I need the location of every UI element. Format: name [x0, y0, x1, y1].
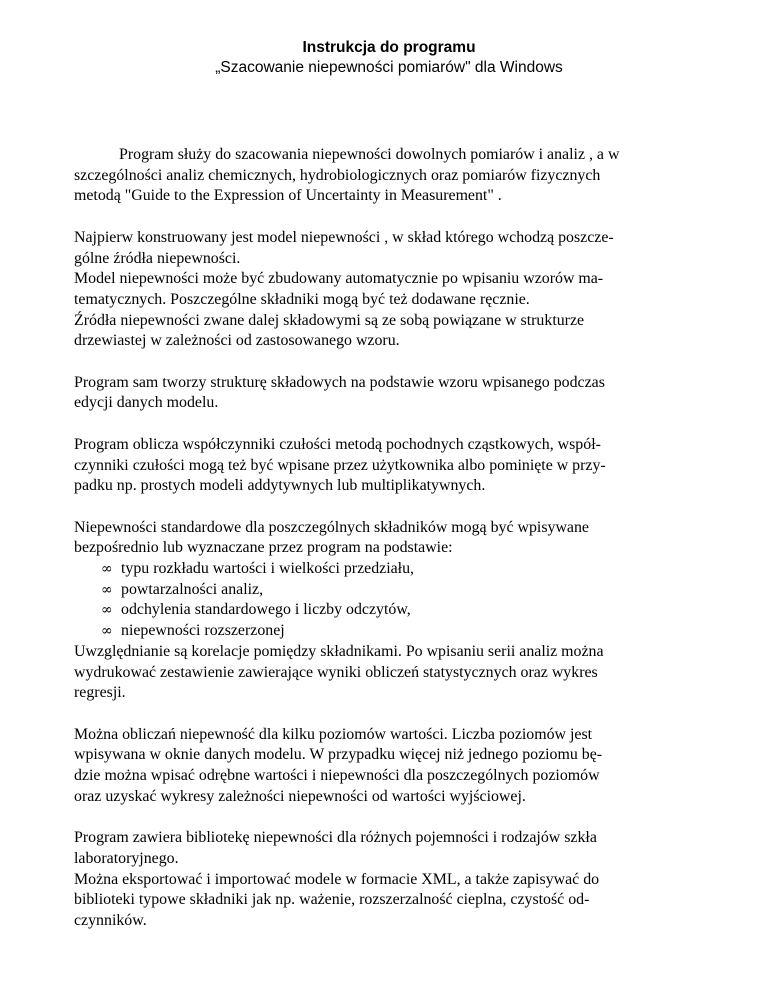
paragraph-levels: [74, 725, 714, 808]
paragraph-line: Można eksportować i importować modele w formacie XML, a także zapisywać do: [74, 870, 600, 888]
paragraph-line: wpisywana w oknie danych modelu. W przypadku więcej niż jednego poziomu bę-: [74, 746, 603, 764]
paragraph-line: szczególności analiz chemicznych, hydrobiologicznych oraz pomiarów fizycznych: [74, 166, 601, 184]
list-item-text: niepewności rozszerzonej: [121, 622, 285, 640]
paragraph-standard-uncertainty: [74, 518, 714, 704]
paragraph-line: gólne źródła niepewności.: [74, 249, 241, 267]
list-item: [74, 600, 714, 621]
paragraph-structure: [74, 373, 714, 414]
paragraph-intro: [74, 145, 714, 207]
paragraph-line: Program oblicza współczynniki czułości metodą pochodnych cząstkowych, współ-: [74, 435, 601, 453]
list-item: [74, 559, 714, 580]
paragraph-line: tematycznych. Poszczególne składniki mogą być też dodawane ręcznie.: [74, 290, 530, 308]
paragraph-line: Najpierw konstruowany jest model niepewności , w skład którego wchodzą poszcze-: [74, 228, 614, 246]
infinity-bullet-icon: ∞: [101, 561, 113, 577]
paragraph-line: Uwzględnianie są korelacje pomiędzy składnikami. Po wpisaniu serii analiz można: [74, 642, 604, 660]
paragraph-library: [74, 828, 714, 932]
paragraph-line: Program służy do szacowania niepewności dowolnych pomiarów i analiz , a w: [119, 146, 620, 163]
list-item-text: powtarzalności analiz,: [121, 580, 264, 598]
paragraph-line: Program sam tworzy strukturę składowych na podstawie wzoru wpisanego podczas: [74, 373, 605, 391]
document-title: Instrukcja do programu: [302, 39, 476, 56]
bullet-list: [74, 559, 714, 642]
paragraph-line: czynniki czułości mogą też być wpisane przez użytkownika albo pominięte w przy-: [74, 456, 606, 474]
list-item-text: odchylenia standardowego i liczby odczytów,: [121, 601, 411, 619]
document-header: [0, 38, 768, 78]
paragraph-line: drzewiastej w zależności od zastosowanego wzoru.: [74, 332, 400, 350]
document-body: [74, 145, 714, 952]
document-subtitle: „Szacowanie niepewności pomiarów" dla Windows: [215, 59, 563, 76]
paragraph-line: Źródła niepewności zwane dalej składowymi są ze sobą powiązane w strukturze: [74, 311, 585, 329]
paragraph-line: Można obliczań niepewność dla kilku poziomów wartości. Liczba poziomów jest: [74, 725, 593, 743]
paragraph-line: Model niepewności może być zbudowany automatycznie po wpisaniu wzorów ma-: [74, 270, 604, 288]
paragraph-line: oraz uzyskać wykresy zależności niepewności od wartości wyjściowej.: [74, 787, 526, 805]
paragraph-line: czynników.: [74, 911, 147, 929]
paragraph-line: laboratoryjnego.: [74, 849, 179, 867]
infinity-bullet-icon: ∞: [101, 623, 113, 640]
paragraph-line: bezpośrednio lub wyznaczane przez program na podstawie:: [74, 539, 453, 557]
list-item: [74, 621, 714, 642]
paragraph-line: metodą "Guide to the Expression of Uncertainty in Measurement" .: [74, 187, 502, 205]
paragraph-model: [74, 228, 714, 352]
paragraph-line: regresji.: [74, 684, 126, 702]
paragraph-sensitivity: [74, 435, 714, 497]
paragraph-line: padku np. prostych modeli addytywnych lub multiplikatywnych.: [74, 477, 486, 495]
infinity-bullet-icon: ∞: [101, 602, 113, 619]
infinity-bullet-icon: ∞: [101, 581, 113, 598]
paragraph-line: dzie można wpisać odrębne wartości i niepewności dla poszczególnych poziomów: [74, 767, 600, 785]
paragraph-line: biblioteki typowe składniki jak np. ważenie, rozszerzalność cieplna, czystość od-: [74, 891, 590, 909]
list-item: [74, 580, 714, 601]
paragraph-line: Niepewności standardowe dla poszczególnych składników mogą być wpisywane: [74, 518, 589, 536]
paragraph-line: edycji danych modelu.: [74, 394, 219, 412]
paragraph-line: Program zawiera bibliotekę niepewności dla różnych pojemności i rodzajów szkła: [74, 829, 597, 847]
paragraph-line: wydrukować zestawienie zawierające wyniki obliczeń statystycznych oraz wykres: [74, 663, 598, 681]
list-item-text: typu rozkładu wartości i wielkości przedziału,: [121, 560, 414, 577]
